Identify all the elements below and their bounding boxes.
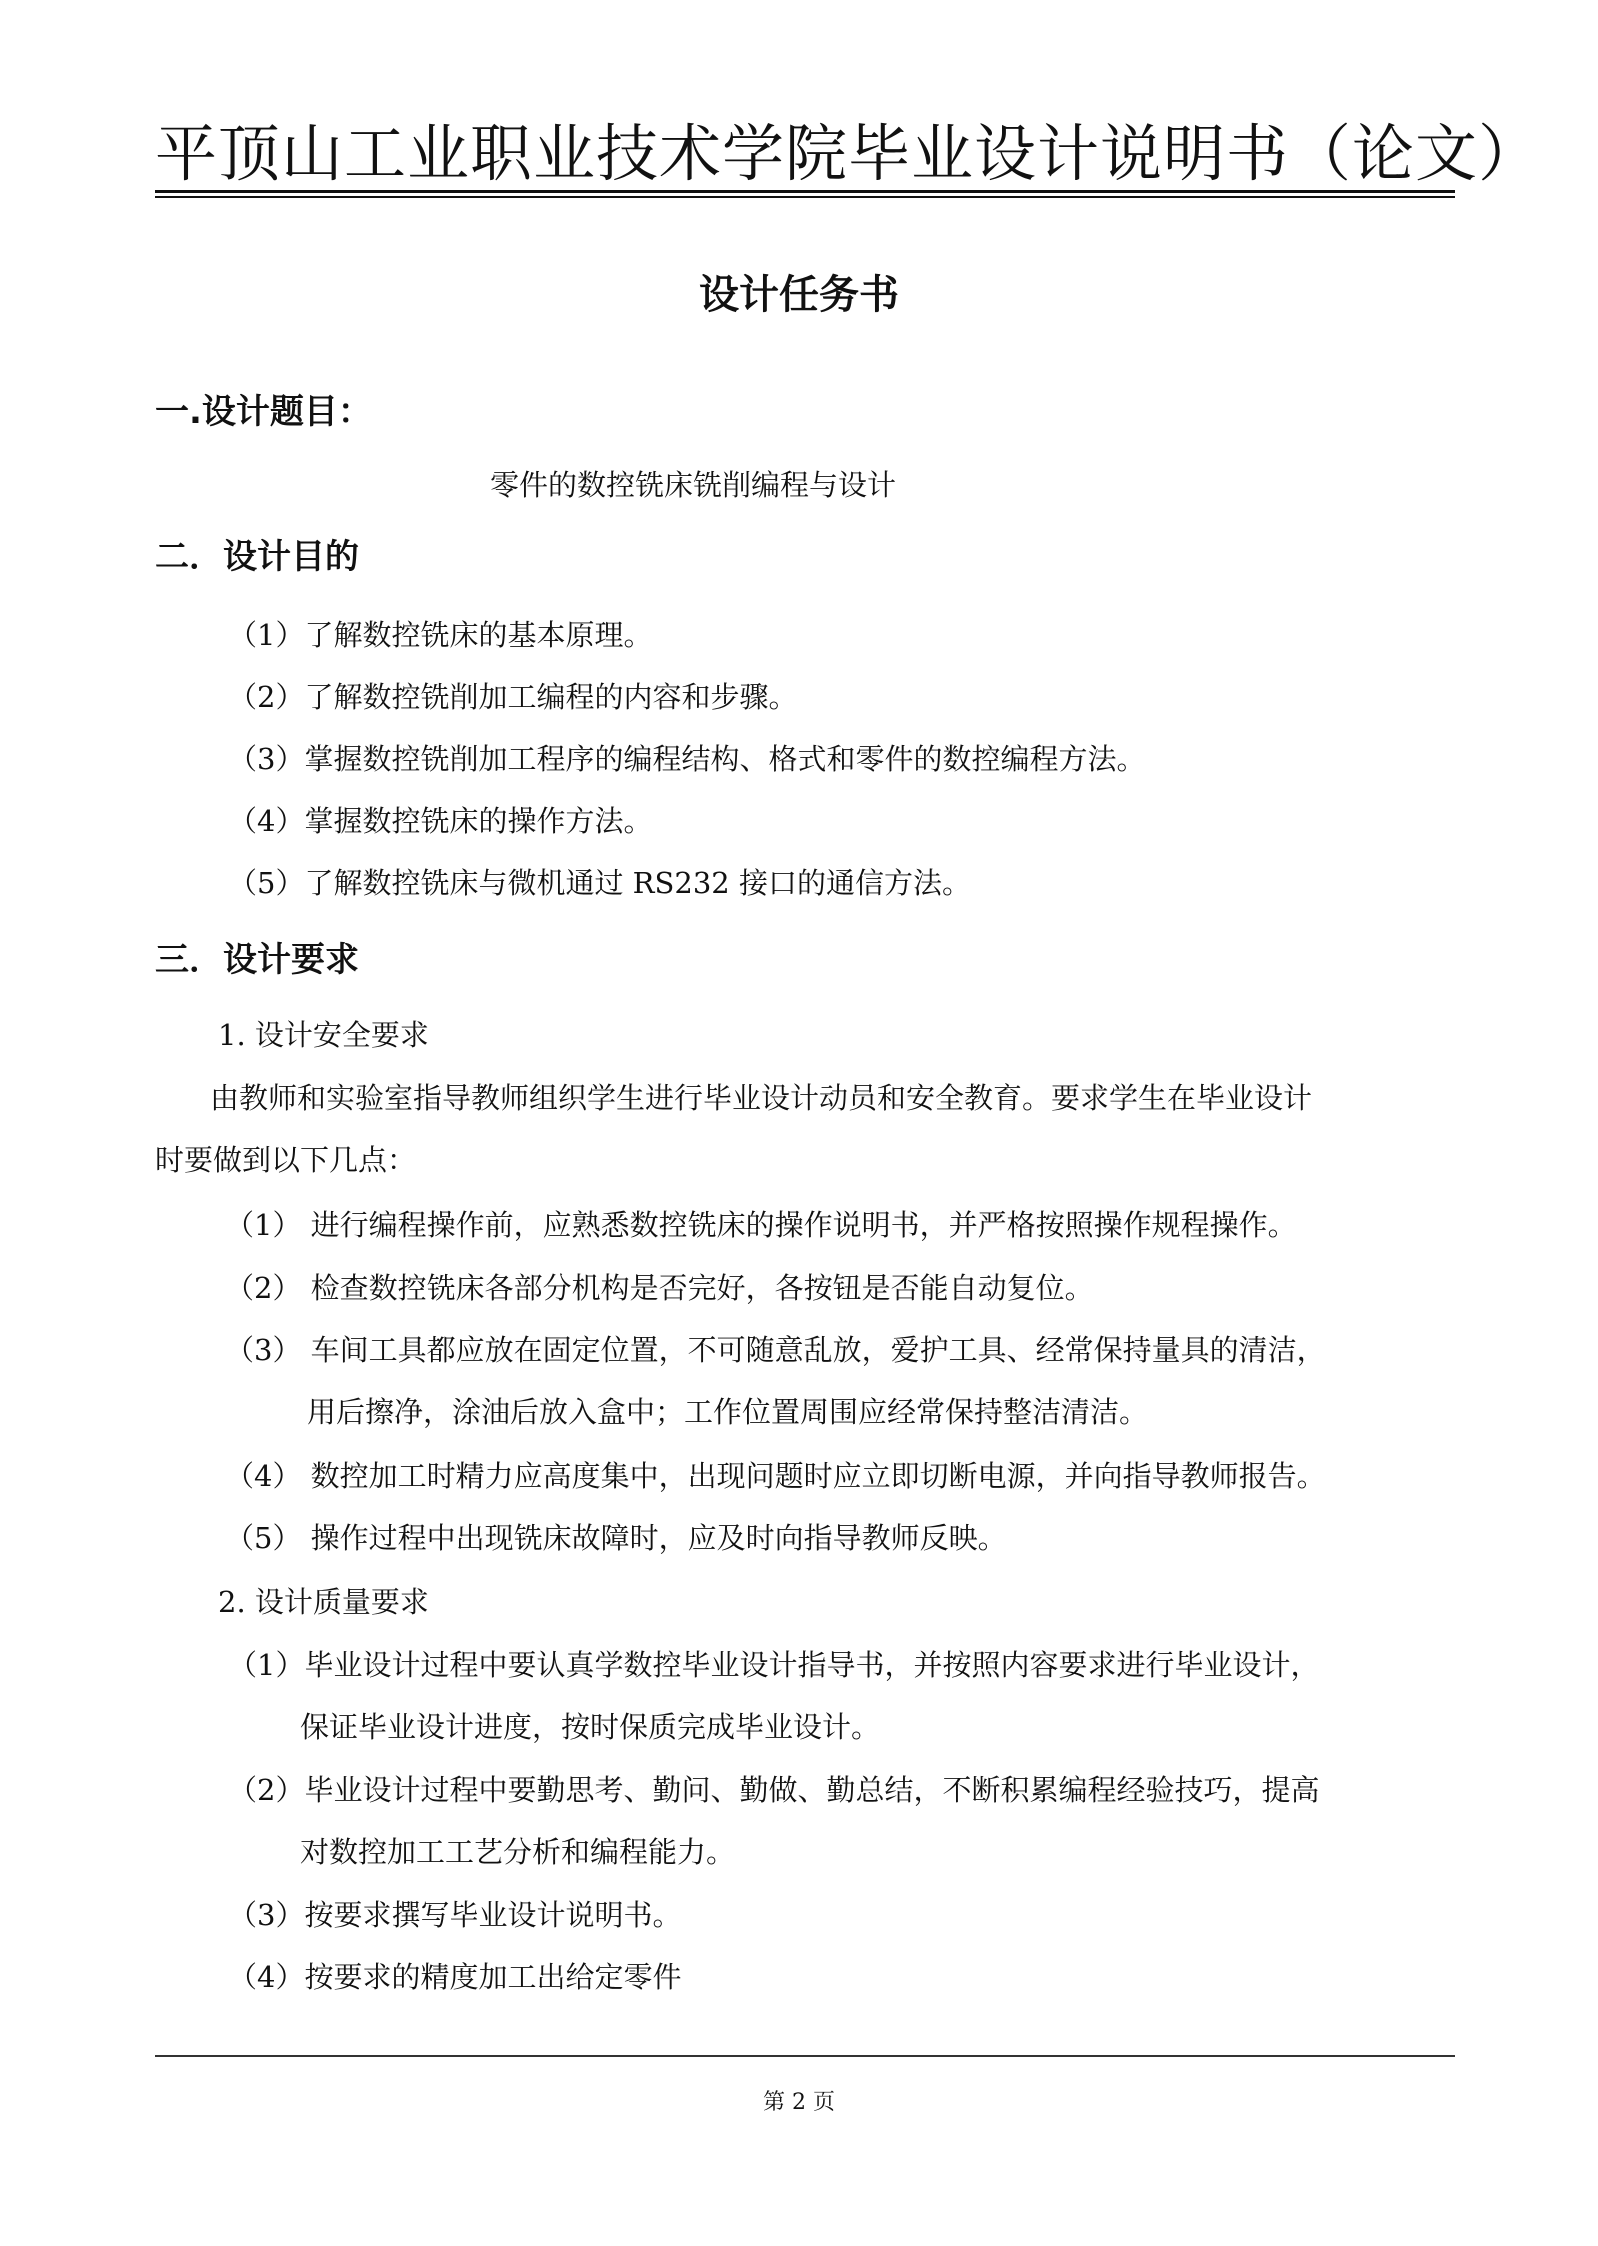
- quality-item: （3）按要求撰写毕业设计说明书。: [228, 1898, 682, 1932]
- section-heading-requirements: 三．设计要求: [155, 940, 359, 980]
- safety-item: （1） 进行编程操作前，应熟悉数控铣床的操作说明书，并严格按照操作规程操作。: [225, 1208, 1297, 1242]
- safety-intro: 由教师和实验室指导教师组织学生进行毕业设计动员和安全教育。要求学生在毕业设计: [210, 1081, 1313, 1115]
- safety-item-continuation: 用后擦净，涂油后放入盒中；工作位置周围应经常保持整洁清洁。: [307, 1395, 1149, 1429]
- subsection-heading-safety: 1. 设计安全要求: [218, 1018, 429, 1052]
- safety-item: （3） 车间工具都应放在固定位置，不可随意乱放，爱护工具、经常保持量具的清洁，: [225, 1333, 1326, 1367]
- purpose-item: （4）掌握数控铣床的操作方法。: [228, 804, 653, 838]
- safety-intro: 时要做到以下几点：: [155, 1143, 417, 1177]
- quality-item-continuation: 对数控加工工艺分析和编程能力。: [300, 1835, 736, 1869]
- purpose-item: （5）了解数控铣床与微机通过 RS232 接口的通信方法。: [228, 866, 971, 900]
- purpose-item: （2）了解数控铣削加工编程的内容和步骤。: [228, 680, 798, 714]
- safety-item: （4） 数控加工时精力应高度集中，出现问题时应立即切断电源，并向指导教师报告。: [225, 1459, 1326, 1493]
- safety-item: （2） 检查数控铣床各部分机构是否完好，各按钮是否能自动复位。: [225, 1271, 1094, 1305]
- quality-item: （1）毕业设计过程中要认真学数控毕业设计指导书，并按照内容要求进行毕业设计，: [228, 1648, 1320, 1682]
- page-number: 第 2 页: [763, 2090, 835, 2115]
- section-heading-purpose: 二．设计目的: [155, 537, 359, 577]
- safety-item: （5） 操作过程中出现铣床故障时，应及时向指导教师反映。: [225, 1521, 1007, 1555]
- purpose-item: （3）掌握数控铣削加工程序的编程结构、格式和零件的数控编程方法。: [228, 742, 1146, 776]
- quality-item: （2）毕业设计过程中要勤思考、勤问、勤做、勤总结，不断积累编程经验技巧，提高: [228, 1773, 1320, 1807]
- header-rule-thick: [155, 190, 1455, 193]
- section-heading-topic: 一.设计题目：: [155, 392, 372, 432]
- purpose-item: （1）了解数控铣床的基本原理。: [228, 618, 653, 652]
- header-title: 平顶山工业职业技术学院毕业设计说明书（论文）: [155, 117, 1542, 190]
- quality-item: （4）按要求的精度加工出给定零件: [228, 1960, 682, 1994]
- subsection-heading-quality: 2. 设计质量要求: [218, 1585, 429, 1619]
- design-topic: 零件的数控铣床铣削编程与设计: [490, 468, 897, 502]
- footer-rule: [155, 2055, 1455, 2057]
- document-title: 设计任务书: [699, 272, 899, 318]
- quality-item-continuation: 保证毕业设计进度，按时保质完成毕业设计。: [300, 1710, 881, 1744]
- header-rule-thin: [155, 196, 1455, 198]
